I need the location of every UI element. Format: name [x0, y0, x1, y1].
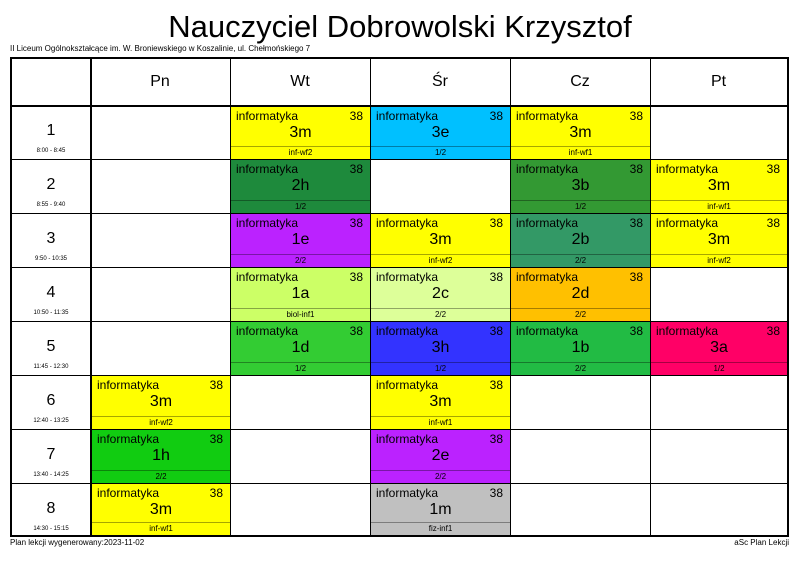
- lesson-class: 1h: [152, 447, 170, 464]
- lesson-subject: informatyka: [97, 378, 160, 392]
- lesson-room: 38: [489, 432, 503, 446]
- lesson-room: 38: [629, 270, 643, 284]
- lesson-room: 38: [766, 324, 780, 338]
- lesson-class: 1m: [429, 501, 452, 518]
- lesson-class: 3m: [707, 231, 731, 248]
- lesson-subject: informatyka: [376, 109, 439, 123]
- lesson-room: 38: [209, 432, 223, 446]
- lesson-group: inf-wf2: [288, 148, 313, 157]
- lesson-subject: informatyka: [376, 270, 439, 284]
- period-number: 4: [46, 284, 56, 301]
- lesson-group: 2/2: [294, 256, 307, 265]
- lesson-group: inf-wf1: [707, 202, 731, 211]
- period-time: 8:55 - 9:40: [36, 202, 66, 208]
- lesson-subject: informatyka: [236, 324, 299, 338]
- lesson-room: 38: [489, 378, 503, 392]
- lesson-subject: informatyka: [236, 270, 299, 284]
- lesson-class: 3m: [289, 124, 312, 141]
- lesson-divider: [231, 362, 370, 363]
- lesson-room: 38: [489, 486, 503, 500]
- day-header: Wt: [290, 73, 310, 90]
- day-header: Pt: [710, 73, 727, 90]
- lesson-divider: [92, 470, 230, 471]
- period-header: [12, 429, 90, 483]
- brand-label: aSc Plan Lekcji: [734, 538, 789, 547]
- lesson-divider: [511, 254, 650, 255]
- period-header: [12, 213, 90, 267]
- lesson-class: 3m: [149, 501, 173, 518]
- period-header: [12, 267, 90, 321]
- lesson-card[interactable]: [92, 376, 230, 429]
- lesson-class: 3a: [710, 339, 728, 356]
- lesson-divider: [371, 146, 510, 147]
- lesson-divider: [231, 146, 370, 147]
- lesson-card[interactable]: [511, 107, 650, 159]
- lesson-subject: informatyka: [656, 216, 719, 230]
- day-header: Pn: [150, 73, 170, 90]
- lesson-card[interactable]: [511, 160, 650, 213]
- lesson-divider: [371, 254, 510, 255]
- lesson-class: 3m: [569, 124, 592, 141]
- lesson-divider: [371, 308, 510, 309]
- page-title: Nauczyciel Dobrowolski Krzysztof: [168, 9, 632, 44]
- day-header: Cz: [570, 73, 590, 90]
- lesson-subject: informatyka: [236, 216, 299, 230]
- period-number: 6: [46, 392, 56, 409]
- period-header: [12, 321, 90, 375]
- lesson-divider: [231, 254, 370, 255]
- lesson-divider: [371, 362, 510, 363]
- lesson-group: 2/2: [574, 364, 587, 373]
- period-time: 13:40 - 14:25: [33, 472, 69, 478]
- day-header: Śr: [432, 73, 448, 90]
- lesson-subject: informatyka: [516, 324, 579, 338]
- lesson-card[interactable]: [511, 268, 650, 321]
- lesson-room: 38: [489, 216, 503, 230]
- lesson-class: 2h: [291, 177, 310, 194]
- lesson-group: 1/2: [434, 148, 447, 157]
- lesson-class: 3h: [431, 339, 450, 356]
- lesson-group: biol-inf1: [286, 310, 315, 319]
- lesson-group: 1/2: [713, 364, 725, 373]
- lesson-group: 1/2: [434, 364, 447, 373]
- lesson-subject: informatyka: [376, 216, 439, 230]
- period-header: [12, 159, 90, 213]
- lesson-divider: [651, 254, 787, 255]
- lesson-subject: informatyka: [376, 432, 439, 446]
- lesson-divider: [651, 362, 787, 363]
- lesson-class: 3m: [707, 177, 731, 194]
- lesson-card[interactable]: [371, 430, 510, 483]
- lesson-group: 2/2: [434, 310, 447, 319]
- lesson-card[interactable]: [92, 430, 230, 483]
- lesson-card[interactable]: [651, 322, 787, 375]
- lesson-group: 1/2: [574, 202, 587, 211]
- lesson-subject: informatyka: [376, 486, 439, 500]
- lesson-card[interactable]: [371, 107, 510, 159]
- school-info: II Liceum Ogólnokształcące im. W. Broniewskiego w Koszalinie, ul. Chełmońskiego 7: [10, 44, 311, 53]
- lesson-divider: [511, 362, 650, 363]
- lesson-room: 38: [766, 162, 780, 176]
- lesson-card[interactable]: [92, 484, 230, 535]
- lesson-card[interactable]: [371, 268, 510, 321]
- lesson-group: 2/2: [574, 256, 587, 265]
- lesson-group: inf-wf2: [707, 256, 731, 265]
- lesson-divider: [92, 522, 230, 523]
- period-time: 11:45 - 12:30: [33, 364, 69, 370]
- lesson-room: 38: [349, 162, 363, 176]
- lesson-card[interactable]: [371, 484, 510, 535]
- lesson-divider: [371, 416, 510, 417]
- lesson-subject: informatyka: [376, 378, 439, 392]
- period-header: [12, 375, 90, 429]
- lesson-card[interactable]: [231, 322, 370, 375]
- lesson-subject: informatyka: [376, 324, 439, 338]
- lesson-class: 3m: [149, 393, 173, 410]
- lesson-subject: informatyka: [656, 162, 719, 176]
- lesson-room: 38: [629, 216, 643, 230]
- lesson-divider: [92, 416, 230, 417]
- lesson-room: 38: [349, 216, 363, 230]
- lesson-room: 38: [489, 270, 503, 284]
- lesson-subject: informatyka: [516, 216, 579, 230]
- period-number: 2: [46, 176, 56, 193]
- lesson-subject: informatyka: [97, 432, 160, 446]
- grid-column-line: [650, 59, 651, 535]
- lesson-class: 2c: [432, 285, 449, 302]
- lesson-divider: [651, 200, 787, 201]
- lesson-group: inf-wf1: [149, 524, 173, 533]
- lesson-group: 1/2: [294, 202, 307, 211]
- lesson-group: 2/2: [155, 472, 167, 481]
- lesson-card[interactable]: [651, 160, 787, 213]
- lesson-group: 2/2: [434, 472, 447, 481]
- lesson-room: 38: [349, 324, 363, 338]
- lesson-room: 38: [489, 324, 503, 338]
- lesson-class: 3e: [431, 124, 450, 141]
- period-number: 1: [46, 122, 56, 139]
- lesson-divider: [511, 146, 650, 147]
- lesson-room: 38: [349, 109, 363, 123]
- lesson-class: 3m: [429, 393, 452, 410]
- lesson-class: 1a: [291, 285, 310, 302]
- lesson-card[interactable]: [231, 160, 370, 213]
- lesson-group: 1/2: [294, 364, 307, 373]
- lesson-card[interactable]: [511, 322, 650, 375]
- generated-date: Plan lekcji wygenerowany:2023-11-02: [10, 538, 145, 547]
- lesson-card[interactable]: [511, 214, 650, 267]
- lesson-room: 38: [629, 162, 643, 176]
- lesson-group: inf-wf2: [149, 418, 173, 427]
- lesson-group: inf-wf2: [428, 256, 453, 265]
- lesson-card[interactable]: [231, 107, 370, 159]
- lesson-class: 3b: [571, 177, 590, 194]
- lesson-room: 38: [349, 270, 363, 284]
- lesson-class: 2b: [571, 231, 590, 248]
- lesson-subject: informatyka: [516, 109, 579, 123]
- lesson-card[interactable]: [371, 376, 510, 429]
- period-time: 14:30 - 15:15: [33, 526, 69, 532]
- lesson-group: inf-wf1: [428, 418, 453, 427]
- lesson-divider: [371, 522, 510, 523]
- lesson-class: 1e: [291, 231, 310, 248]
- lesson-subject: informatyka: [97, 486, 160, 500]
- lesson-group: 2/2: [574, 310, 587, 319]
- period-time: 9:50 - 10:35: [34, 256, 68, 262]
- lesson-divider: [231, 200, 370, 201]
- lesson-divider: [511, 308, 650, 309]
- lesson-subject: informatyka: [516, 162, 579, 176]
- lesson-class: 2e: [431, 447, 450, 464]
- lesson-card[interactable]: [651, 214, 787, 267]
- lesson-divider: [511, 200, 650, 201]
- lesson-class: 1b: [571, 339, 590, 356]
- period-header: [12, 483, 90, 535]
- period-time: 10:50 - 11:35: [33, 310, 69, 316]
- lesson-room: 38: [629, 324, 643, 338]
- lesson-room: 38: [209, 486, 223, 500]
- lesson-class: 3m: [429, 231, 452, 248]
- lesson-card[interactable]: [371, 322, 510, 375]
- lesson-divider: [231, 308, 370, 309]
- period-number: 3: [46, 230, 56, 247]
- period-header: [12, 105, 90, 159]
- lesson-subject: informatyka: [516, 270, 579, 284]
- timetable-grid: [10, 57, 789, 537]
- lesson-room: 38: [629, 109, 643, 123]
- lesson-subject: informatyka: [236, 109, 299, 123]
- period-number: 7: [46, 446, 56, 463]
- period-time: 12:40 - 13:25: [33, 418, 69, 424]
- lesson-card[interactable]: [371, 214, 510, 267]
- lesson-card[interactable]: [231, 268, 370, 321]
- lesson-class: 2d: [571, 285, 590, 302]
- lesson-subject: informatyka: [236, 162, 299, 176]
- lesson-room: 38: [209, 378, 223, 392]
- lesson-room: 38: [766, 216, 780, 230]
- lesson-group: inf-wf1: [568, 148, 593, 157]
- lesson-class: 1d: [291, 339, 310, 356]
- period-number: 8: [46, 500, 56, 517]
- period-time: 8:00 - 8:45: [36, 148, 66, 154]
- lesson-subject: informatyka: [656, 324, 719, 338]
- lesson-room: 38: [489, 109, 503, 123]
- period-number: 5: [46, 338, 56, 355]
- lesson-group: fiz-inf1: [428, 524, 453, 533]
- lesson-divider: [371, 470, 510, 471]
- lesson-card[interactable]: [231, 214, 370, 267]
